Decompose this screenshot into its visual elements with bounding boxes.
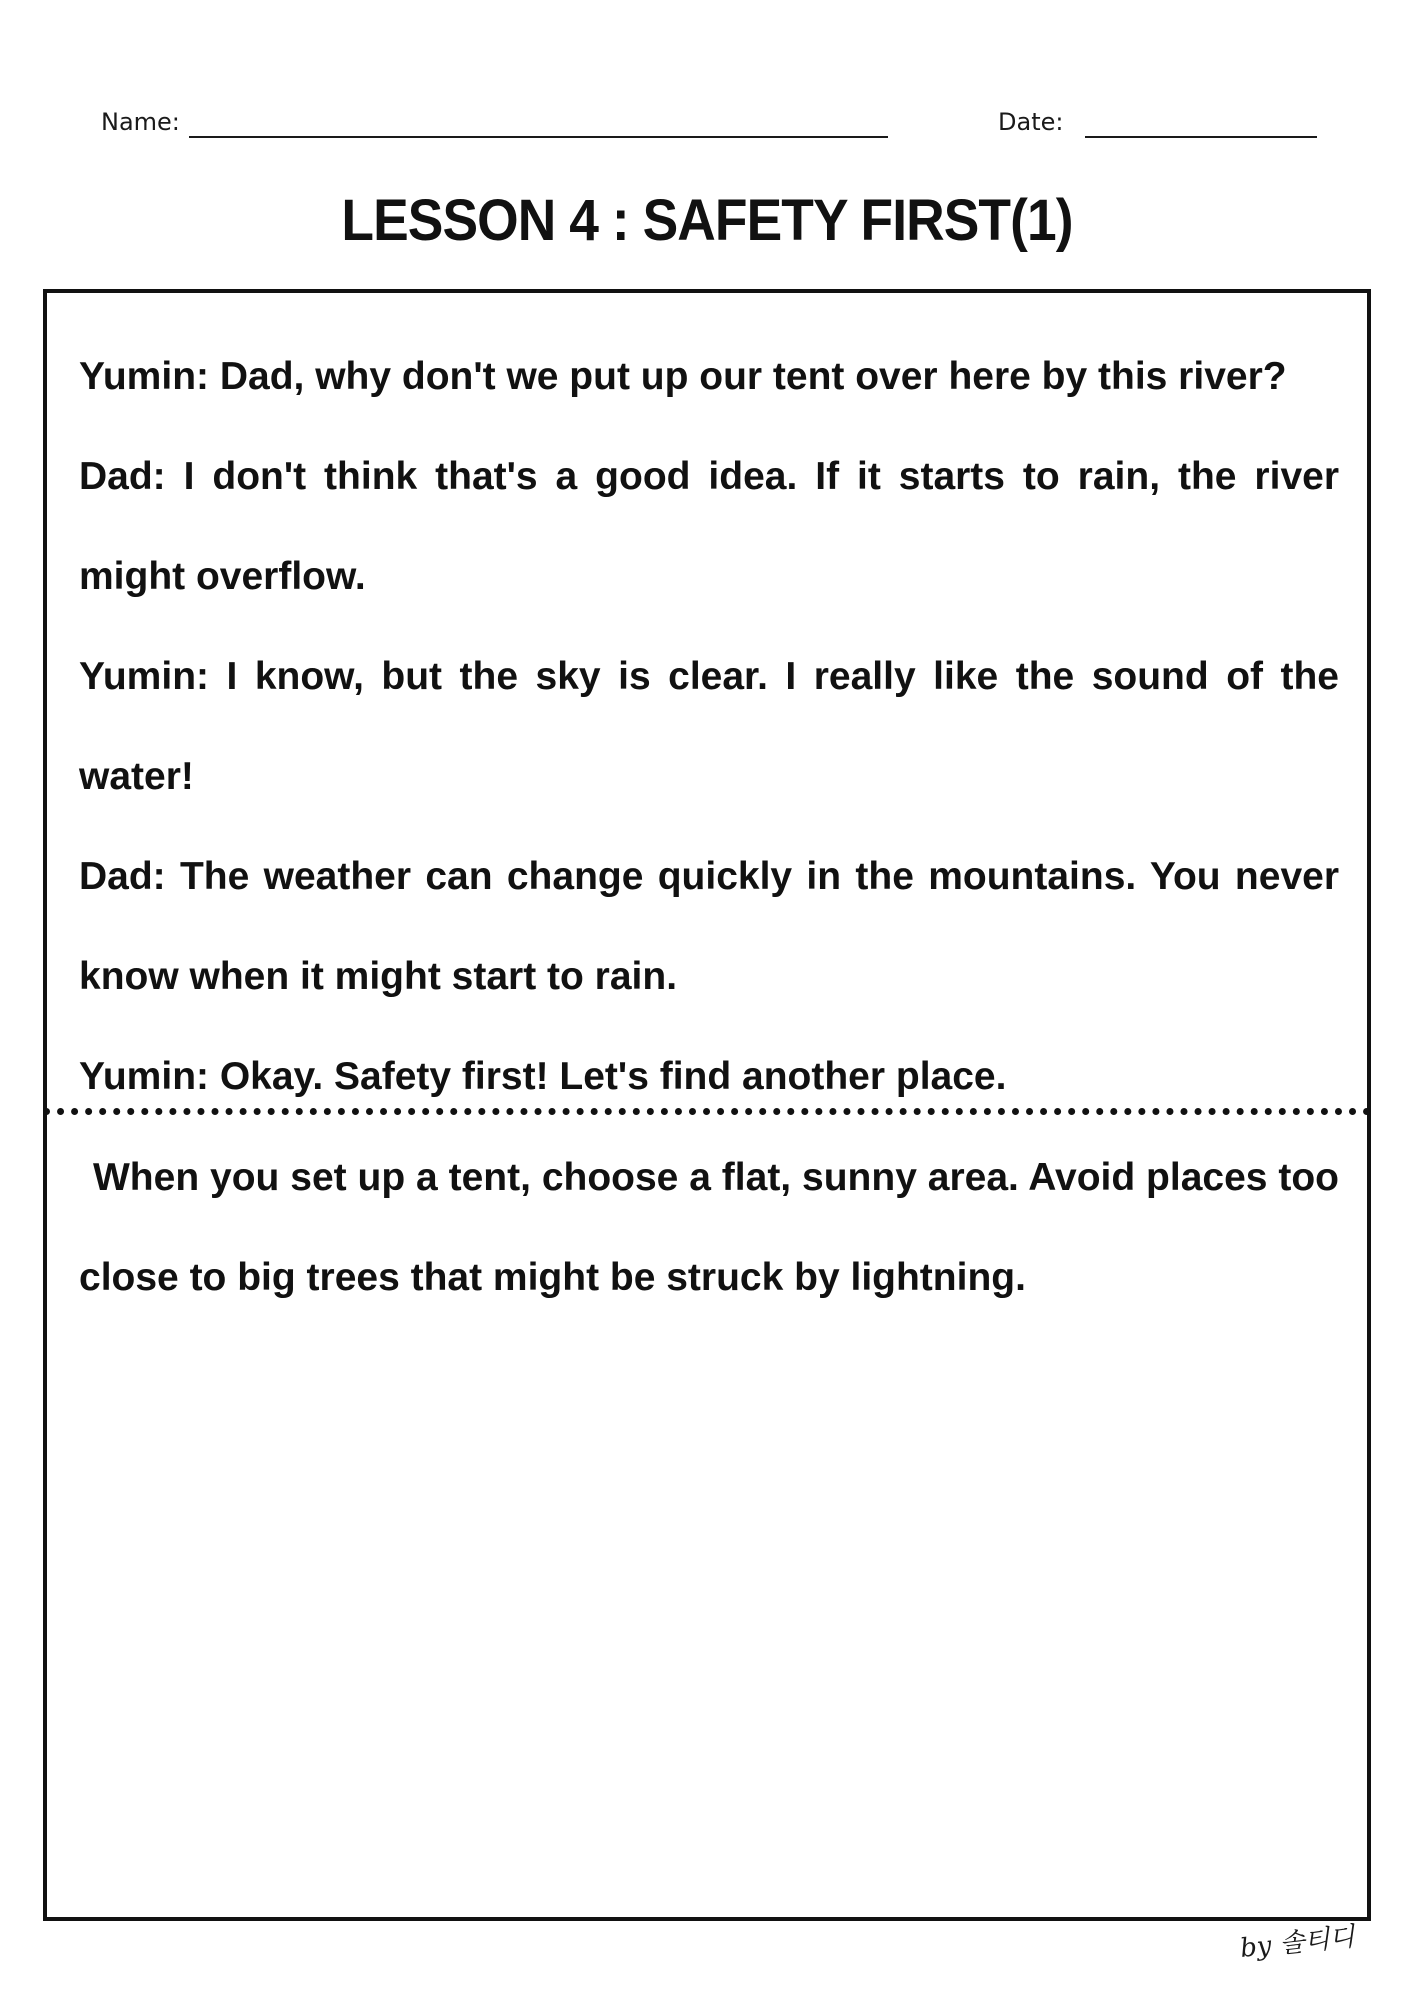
passage-block bbox=[79, 1128, 1339, 1328]
name-label: Name: bbox=[101, 108, 180, 136]
date-label: Date: bbox=[998, 108, 1064, 136]
dialogue-line: Dad: The weather can change quickly in the mountains. You never know when it might start to rain. bbox=[79, 855, 1339, 998]
dotted-divider bbox=[43, 1108, 1371, 1115]
page-title: LESSON 4 : SAFETY FIRST(1) bbox=[341, 188, 1073, 253]
date-field-line[interactable] bbox=[1085, 136, 1317, 138]
author-credit: by 솔티디 bbox=[1238, 1922, 1357, 1964]
name-field-line[interactable] bbox=[189, 136, 888, 138]
dialogue-line: Dad: I don't think that's a good idea. If it starts to rain, the river might overflow. bbox=[79, 455, 1339, 598]
dialogue-line: Yumin: Okay. Safety first! Let's find another place. bbox=[79, 1055, 1007, 1098]
dialogue-block bbox=[79, 327, 1339, 1127]
passage-text: When you set up a tent, choose a flat, sunny area. Avoid places too close to big trees that might be struck by lightning. bbox=[79, 1156, 1339, 1299]
dialogue-line: Yumin: I know, but the sky is clear. I really like the sound of the water! bbox=[79, 655, 1339, 798]
dialogue-line: Yumin: Dad, why don't we put up our tent over here by this river? bbox=[79, 355, 1287, 398]
